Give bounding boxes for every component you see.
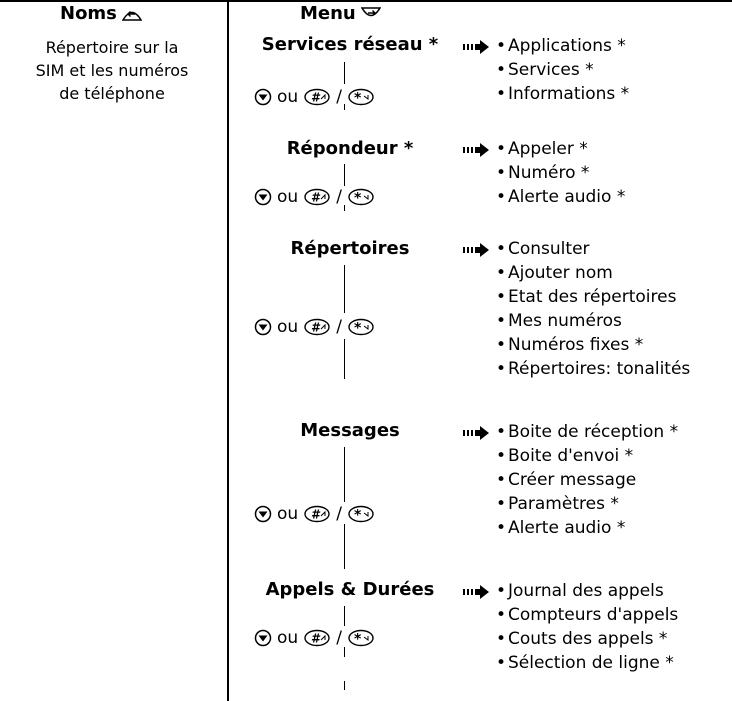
- down-arrow-key-icon: [254, 505, 272, 523]
- list-item: • Couts des appels *: [496, 627, 678, 651]
- connector-line: [344, 265, 345, 313]
- right-softkey-icon: [361, 7, 381, 21]
- right-arrow-icon: [463, 40, 489, 54]
- left-description: [0, 36, 224, 105]
- list-item: • Numéros fixes *: [496, 333, 690, 357]
- section-items: [496, 34, 629, 106]
- list-item: • Boite de réception *: [496, 420, 678, 444]
- nav-hint: [254, 187, 444, 207]
- right-arrow-icon: [463, 243, 489, 257]
- slash-label: /: [336, 87, 342, 107]
- right-arrow-icon: [463, 143, 489, 157]
- nav-hint: [254, 87, 444, 107]
- connector-line: [344, 647, 345, 657]
- connector-line: [344, 447, 345, 502]
- slash-label: /: [336, 628, 342, 648]
- header-menu-label: Menu: [300, 3, 356, 24]
- column-divider: [227, 0, 229, 701]
- connector-line: [344, 606, 345, 626]
- ou-label: ou: [277, 317, 299, 337]
- right-arrow-icon: [463, 585, 489, 599]
- svg-text:*: *: [353, 90, 362, 106]
- list-item: • Ajouter nom: [496, 261, 690, 285]
- svg-text:*: *: [353, 320, 362, 336]
- list-item: • Informations *: [496, 82, 629, 106]
- hash-key-icon: [304, 629, 330, 647]
- right-arrow-icon: [463, 426, 489, 440]
- list-item: • Alerte audio *: [496, 185, 625, 209]
- list-item: • Créer message: [496, 468, 678, 492]
- svg-text:#: #: [311, 90, 320, 105]
- list-item: • Répertoires: tonalités: [496, 357, 690, 381]
- slash-label: /: [336, 504, 342, 524]
- connector-line: [344, 339, 345, 379]
- section-title: Répondeur *: [286, 138, 414, 159]
- down-arrow-key-icon: [254, 629, 272, 647]
- down-arrow-key-icon: [254, 188, 272, 206]
- slash-label: /: [336, 187, 342, 207]
- down-arrow-key-icon: [254, 88, 272, 106]
- section-title: Services réseau *: [261, 34, 439, 55]
- star-key-icon: [348, 318, 374, 336]
- section-title: Appels & Durées: [265, 579, 435, 600]
- nav-hint: [254, 628, 444, 648]
- header-menu: [300, 3, 381, 24]
- hash-key-icon: [304, 505, 330, 523]
- connector-line: [344, 62, 345, 84]
- svg-text:*: *: [353, 190, 362, 206]
- hash-key-icon: [304, 318, 330, 336]
- svg-text:*: *: [353, 507, 362, 523]
- connector-line: [344, 524, 345, 569]
- section-title: Messages: [300, 420, 400, 441]
- svg-text:#: #: [311, 320, 320, 335]
- list-item: • Alerte audio *: [496, 516, 678, 540]
- list-item: • Etat des répertoires: [496, 285, 690, 309]
- ou-label: ou: [277, 628, 299, 648]
- list-item: • Numéro *: [496, 161, 625, 185]
- slash-label: /: [336, 317, 342, 337]
- nav-hint: [254, 504, 444, 524]
- header-noms: [60, 3, 142, 24]
- section-title: Répertoires: [290, 238, 410, 259]
- left-softkey-icon: [122, 7, 142, 21]
- list-item: • Compteurs d'appels: [496, 603, 678, 627]
- list-item: • Appeler *: [496, 137, 625, 161]
- connector-line: [344, 164, 345, 186]
- hash-key-icon: [304, 188, 330, 206]
- left-line: de téléphone: [59, 84, 165, 103]
- continuation-dash: [344, 681, 345, 690]
- svg-text:#: #: [311, 631, 320, 646]
- header-noms-label: Noms: [60, 3, 117, 24]
- section-items: [496, 579, 678, 675]
- section-items: [496, 237, 690, 381]
- list-item: • Services *: [496, 58, 629, 82]
- list-item: • Boite d'envoi *: [496, 444, 678, 468]
- list-item: • Sélection de ligne *: [496, 651, 678, 675]
- list-item: • Consulter: [496, 237, 690, 261]
- down-arrow-key-icon: [254, 318, 272, 336]
- nav-hint: [254, 317, 444, 337]
- list-item: • Paramètres *: [496, 492, 678, 516]
- svg-text:#: #: [311, 190, 320, 205]
- list-item: • Mes numéros: [496, 309, 690, 333]
- svg-text:#: #: [311, 507, 320, 522]
- hash-key-icon: [304, 88, 330, 106]
- svg-text:*: *: [353, 631, 362, 647]
- star-key-icon: [348, 188, 374, 206]
- section-items: [496, 420, 678, 540]
- list-item: • Applications *: [496, 34, 629, 58]
- section-items: [496, 137, 625, 209]
- star-key-icon: [348, 505, 374, 523]
- ou-label: ou: [277, 87, 299, 107]
- left-line: SIM et les numéros: [35, 61, 189, 80]
- star-key-icon: [348, 88, 374, 106]
- header-rule: [0, 0, 732, 2]
- star-key-icon: [348, 629, 374, 647]
- left-line: Répertoire sur la: [45, 38, 179, 57]
- list-item: • Journal des appels: [496, 579, 678, 603]
- ou-label: ou: [277, 504, 299, 524]
- ou-label: ou: [277, 187, 299, 207]
